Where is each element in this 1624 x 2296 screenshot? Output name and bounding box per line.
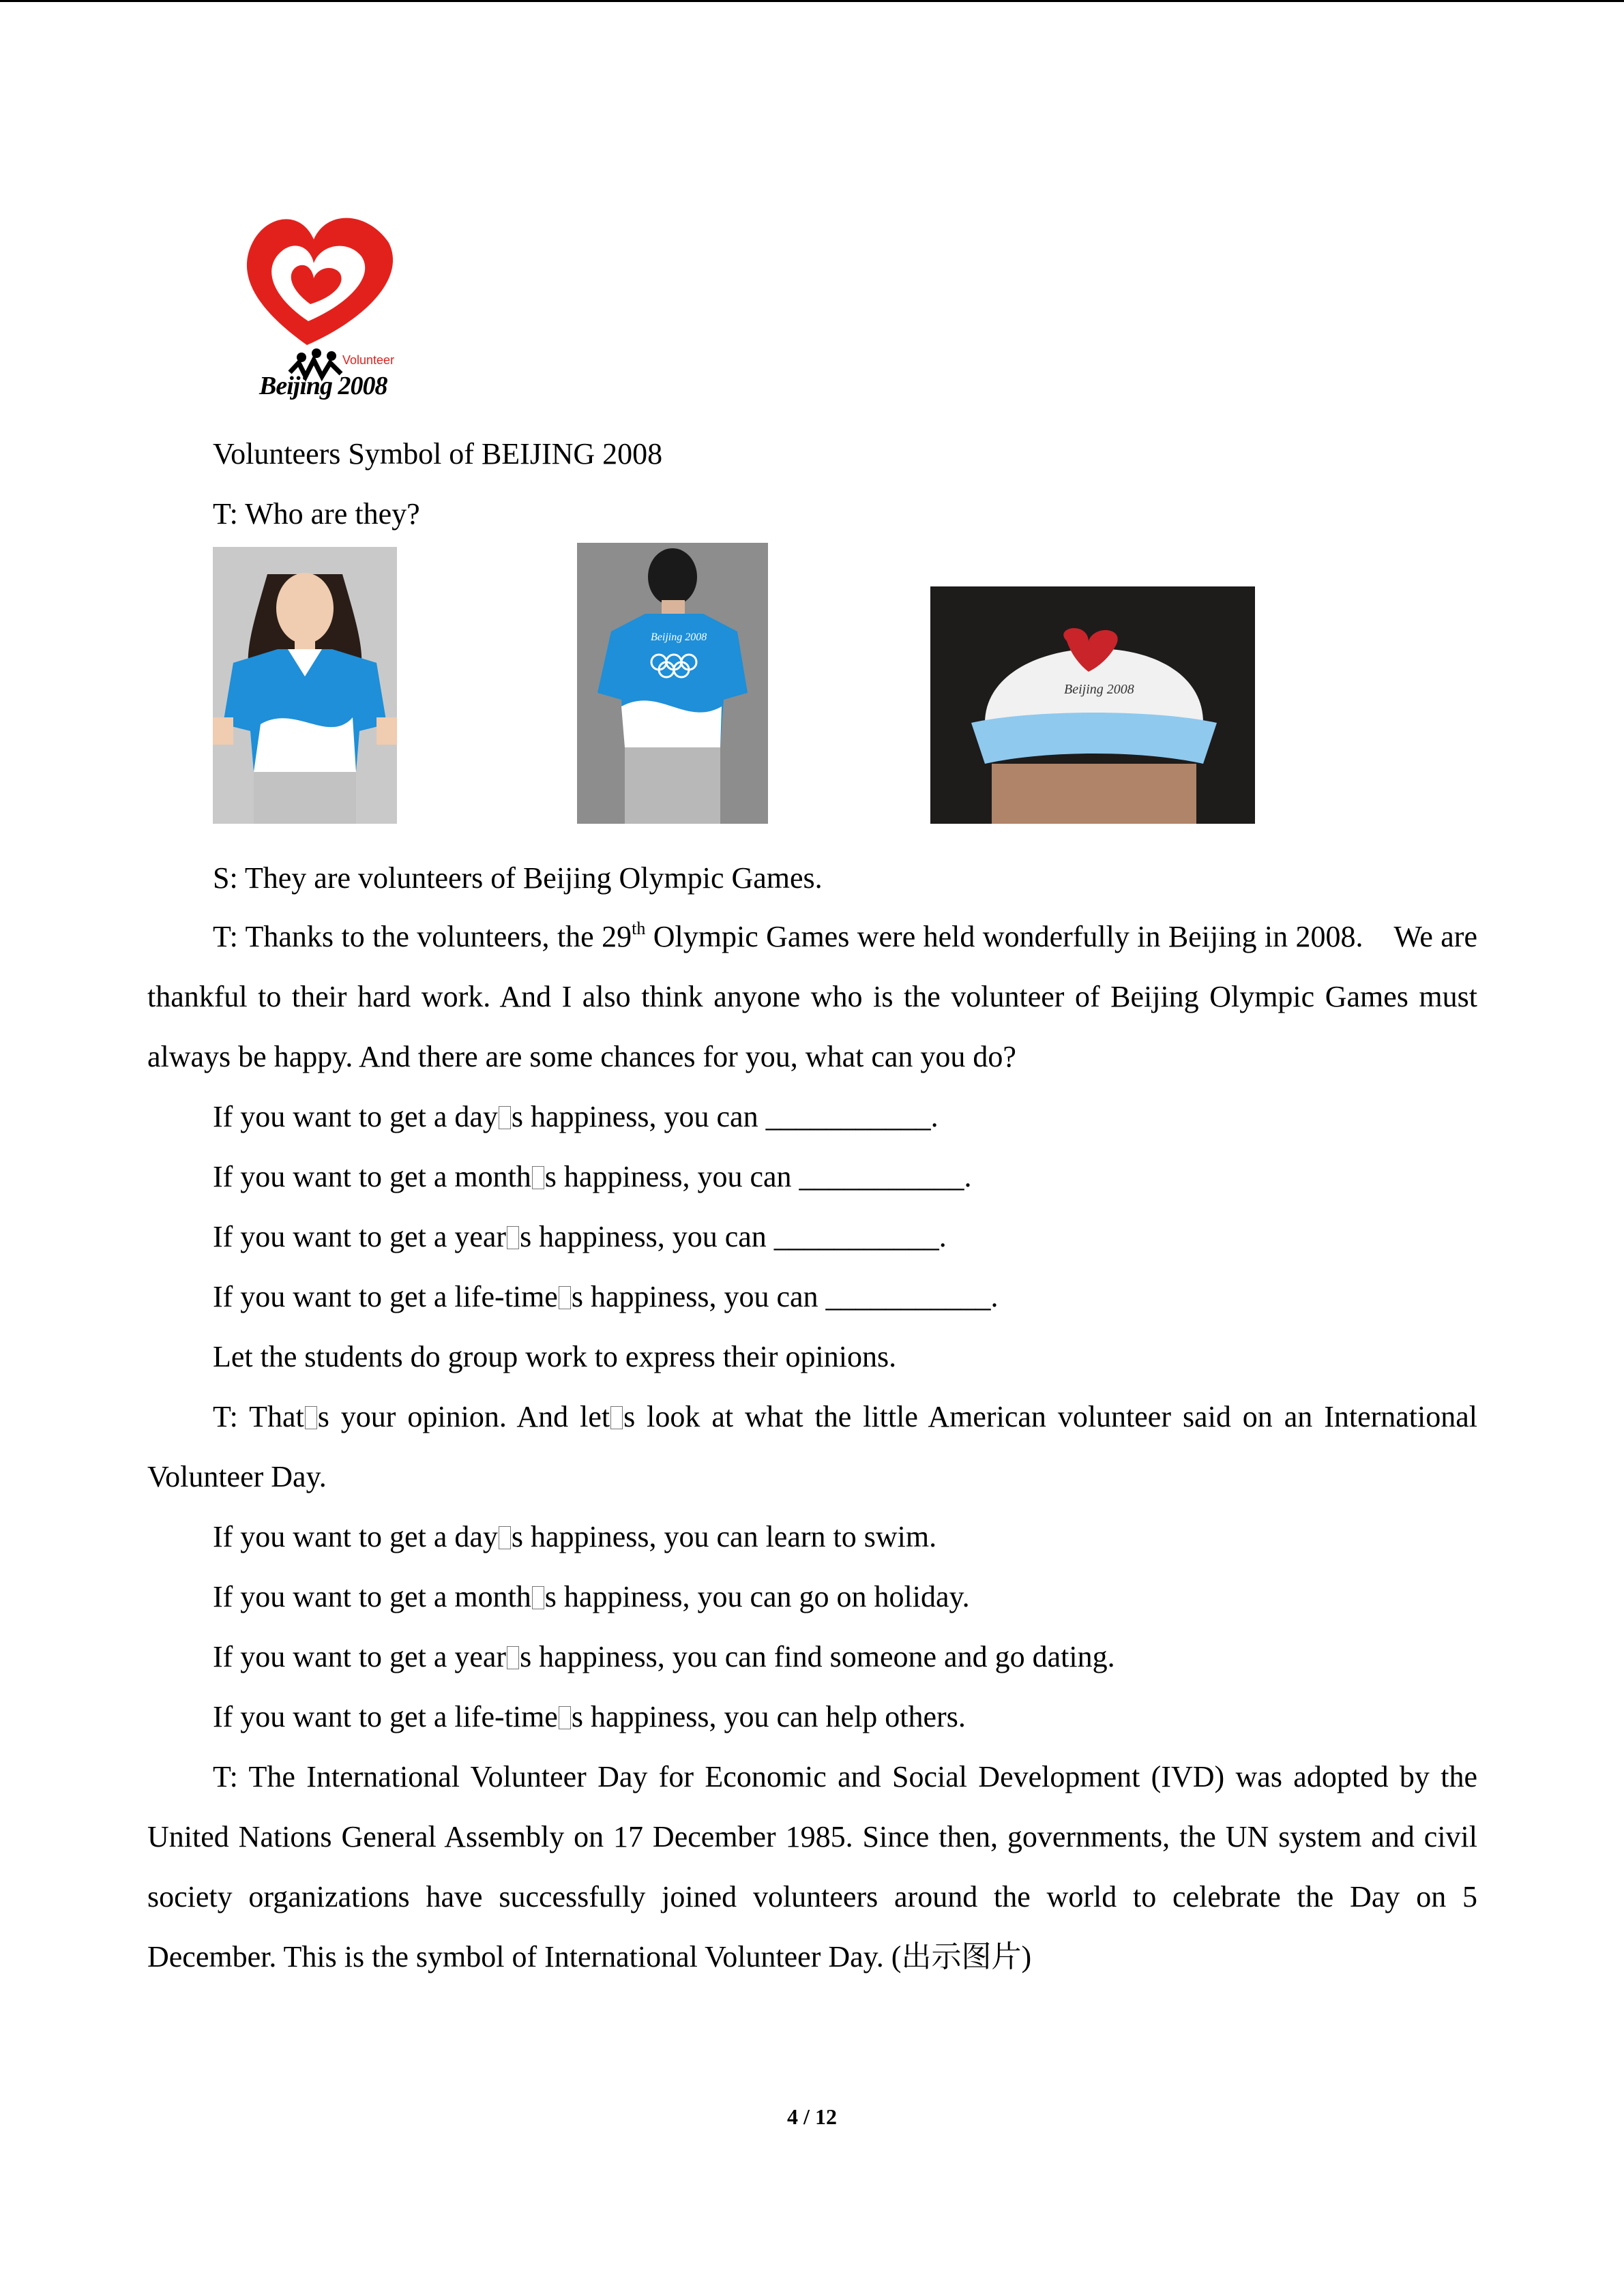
answer-line: If you want to get a life-time s happiness, you can help others. <box>213 1700 966 1733</box>
answer-line: If you want to get a day s happiness, you can learn to swim. <box>213 1520 937 1553</box>
para1-sup: th <box>632 919 646 938</box>
student-answer: S: They are volunteers of Beijing Olympic Games. <box>213 861 823 895</box>
top-rule <box>0 0 1624 2</box>
blank-line: If you want to get a year s happiness, you can ___________. <box>213 1220 947 1253</box>
blank-line: If you want to get a life-time s happiness, you can ___________. <box>213 1280 999 1313</box>
group-work-instruction: Let the students do group work to express their opinions. <box>213 1340 897 1373</box>
volunteer-logo <box>232 202 404 406</box>
para1-start: T: Thanks to the volunteers, the 29 <box>213 920 632 953</box>
para1-rest: Olympic Games were held wonderfully in Beijing in 2008. We are thankful to their hard work. And I also think anyone who is the volunteer of Beijing Olympic Games must always be happy. And there are some chances for you, what can you do? <box>147 920 1477 1073</box>
logo-caption: Volunteers Symbol of BEIJING 2008 <box>213 437 663 471</box>
paragraph-opinion: T: That s your opinion. And let s look at what the little American volunteer said on an International Volunteer Day. <box>147 1400 1477 1493</box>
answer-line: If you want to get a month s happiness, you can go on holiday. <box>213 1580 970 1613</box>
page-number: 4 / 12 <box>787 2104 837 2129</box>
cap-text: Beijing 2008 <box>1064 682 1134 697</box>
teacher-question: T: Who are they? <box>213 497 420 531</box>
logo-volunteer-label: Volunteer <box>342 353 395 367</box>
logo-wordmark: Beijing 2008 <box>259 372 387 400</box>
volunteer-cap-photo <box>930 586 1255 824</box>
blank-line: If you want to get a day s happiness, you can ___________. <box>213 1100 939 1133</box>
volunteer-photo-female <box>213 547 397 824</box>
volunteer-photo-male-back <box>577 543 768 824</box>
shirt-text: Beijing 2008 <box>651 631 707 643</box>
answer-line: If you want to get a year s happiness, you can find someone and go dating. <box>213 1640 1115 1673</box>
blank-line: If you want to get a month s happiness, you can ___________. <box>213 1160 972 1193</box>
paragraph-thanks <box>147 907 1477 1087</box>
paragraph-ivd: T: The International Volunteer Day for Economic and Social Development (IVD) was adopted by the United Nations General Assembly on 17 December 1985. Since then, governments, the UN system and civil society organizations have successfully joined volunteers around the world to celebrate the Day on 5 December. This is the symbol of International Volunteer Day. (出示图片) <box>147 1760 1477 1973</box>
